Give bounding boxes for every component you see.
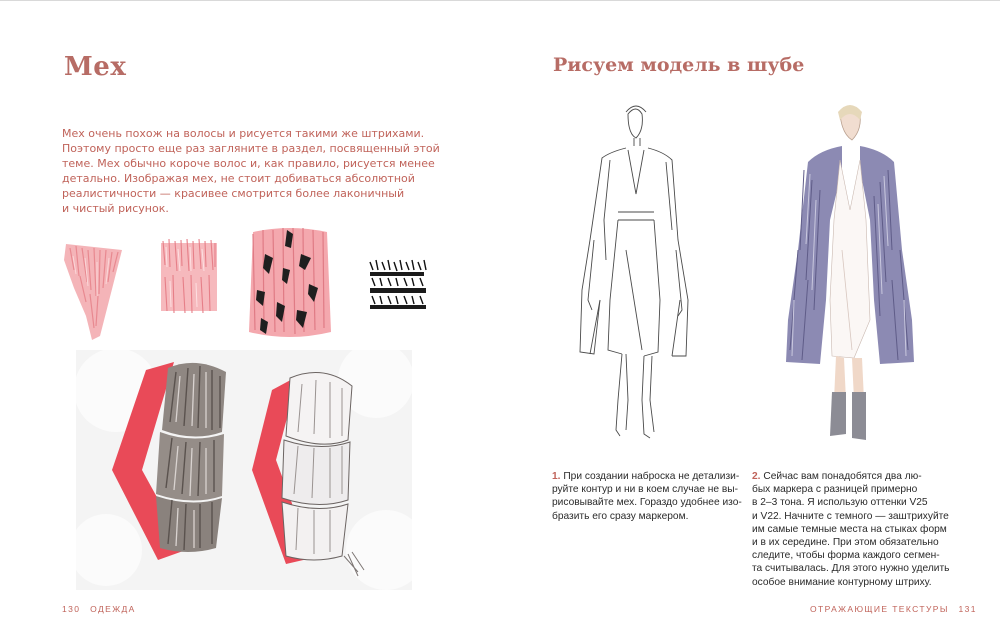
folio-left	[62, 604, 136, 614]
fur-swatch-pink-triangle	[62, 236, 126, 342]
intro-line: реалистичности — красивее смотрится более лаконичный	[62, 187, 405, 200]
page-number: 131	[958, 604, 977, 614]
step-2-text	[752, 470, 952, 589]
fur-swatch-leopard	[243, 224, 335, 342]
step-line: рисовывайте мех. Гораздо удобнее изо-	[552, 497, 742, 509]
step-line: бразить его сразу маркером.	[552, 510, 689, 522]
step-line: руйте контур и ни в коем случае не вы-	[552, 484, 739, 496]
step-line: и в их середине. При этом обязательно	[752, 537, 939, 549]
step-line: Сейчас вам понадобятся два лю-	[763, 471, 922, 482]
step-line: следите, чтобы форма каждого сегмен-	[752, 550, 940, 562]
page-title-fur: Мех	[64, 52, 127, 82]
intro-line: и чистый рисунок.	[62, 202, 169, 215]
fur-sleeves-illustration	[76, 350, 412, 590]
step-line: и V22. Начните с темного — заштрихуйте	[752, 510, 949, 522]
intro-line: Поэтому просто еще раз загляните в раздел, посвященный этой	[62, 142, 440, 155]
right-page	[500, 0, 1000, 643]
fur-swatch-striped	[366, 250, 430, 316]
step-line: особое внимание контурному штриху.	[752, 576, 932, 588]
page-title-coat: Рисуем модель в шубе	[553, 54, 805, 76]
step-number: 2.	[752, 471, 761, 482]
step-line: им самые темные места на стыках форм	[752, 523, 947, 535]
pencil-sketch-figure	[570, 100, 700, 462]
fur-swatch-pink-square	[157, 237, 221, 317]
fur-coat-figure	[780, 100, 920, 462]
step-line: в 2–3 тона. Я использую оттенки V25	[752, 497, 928, 509]
step-line: та считывалась. Для этого нужно уделить	[752, 563, 950, 575]
step-line: бых маркера с разницей примерно	[752, 484, 918, 496]
page-number: 130	[62, 604, 81, 614]
step-number: 1.	[552, 471, 561, 482]
intro-line: теме. Мех обычно короче волос и, как правило, рисуется менее	[62, 157, 435, 170]
step-line: При создании наброска не детализи-	[563, 471, 740, 482]
intro-paragraph	[62, 126, 440, 216]
intro-line: Мех очень похож на волосы и рисуется такими же штрихами.	[62, 127, 425, 140]
folio-right	[810, 604, 977, 614]
intro-line: детально. Изображая мех, не стоит добиваться абсолютной	[62, 172, 415, 185]
section-label: ОДЕЖДА	[90, 604, 136, 614]
step-1-text	[552, 470, 748, 523]
section-label: ОТРАЖАЮЩИЕ ТЕКСТУРЫ	[810, 604, 949, 614]
